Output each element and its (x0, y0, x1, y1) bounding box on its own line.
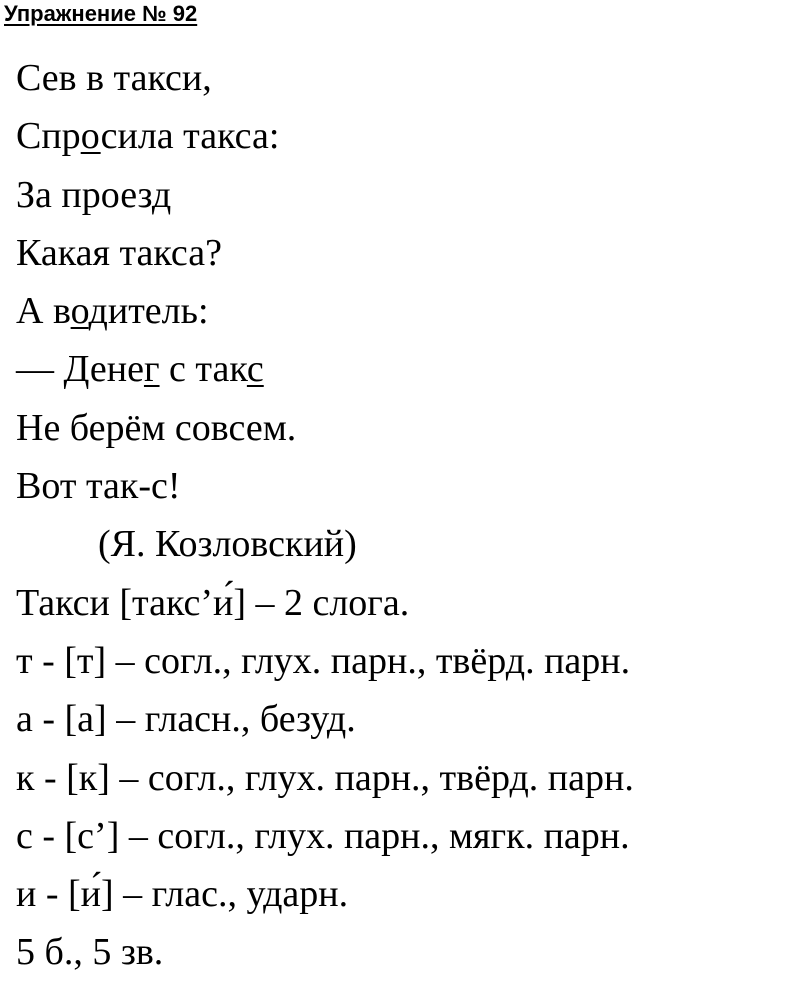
text-fragment: Не берём совсем. (16, 406, 297, 449)
text-fragment: 5 б., 5 зв. (16, 931, 164, 974)
text-line (16, 166, 800, 224)
text-fragment: — Дене (16, 348, 144, 391)
text-line (16, 923, 800, 981)
underlined-letter: с (246, 348, 264, 391)
text-line (16, 340, 800, 398)
text-line (16, 690, 800, 748)
author-attribution (16, 515, 800, 573)
text-fragment: Такси [такс’и́] – 2 слога. (16, 581, 410, 624)
exercise-title: Упражнение № 92 (4, 1, 198, 26)
text-fragment: дитель: (88, 290, 209, 333)
underlined-letter: д (151, 173, 172, 216)
text-line (16, 49, 800, 107)
text-line (16, 865, 800, 923)
text-fragment: За проез (16, 173, 152, 216)
text-fragment: к - [к] – согл., глух. парн., твёрд. парн. (16, 756, 634, 799)
text-line (16, 282, 800, 340)
text-fragment: а - [а] – гласн., безуд. (16, 698, 356, 741)
text-fragment: Спр (16, 115, 81, 158)
underlined-letter: о (80, 115, 101, 158)
text-fragment: т - [т] – согл., глух. парн., твёрд. парн. (16, 639, 631, 682)
text-line (16, 457, 800, 515)
text-line (16, 399, 800, 457)
text-line (16, 807, 800, 865)
text-fragment: с так (159, 348, 247, 391)
text-line (16, 574, 800, 632)
underlined-letter: г (143, 348, 160, 391)
exercise-body (16, 49, 800, 982)
text-fragment: А в (16, 290, 71, 333)
text-fragment: Вот так-с! (16, 465, 181, 508)
text-fragment: Какая такса? (16, 231, 222, 274)
underlined-letter: о (70, 290, 89, 333)
text-line (16, 224, 800, 282)
text-line (16, 632, 800, 690)
text-fragment: и - [и́] – глас., ударн. (16, 873, 349, 916)
text-fragment: Сев в такси, (16, 57, 212, 99)
text-fragment: сила такса: (100, 115, 280, 158)
text-fragment: с - [с’] – согл., глух. парн., мягк. парн. (16, 814, 630, 857)
text-line (16, 749, 800, 807)
text-line (16, 107, 800, 165)
text-fragment: (Я. Козловский) (98, 523, 357, 566)
